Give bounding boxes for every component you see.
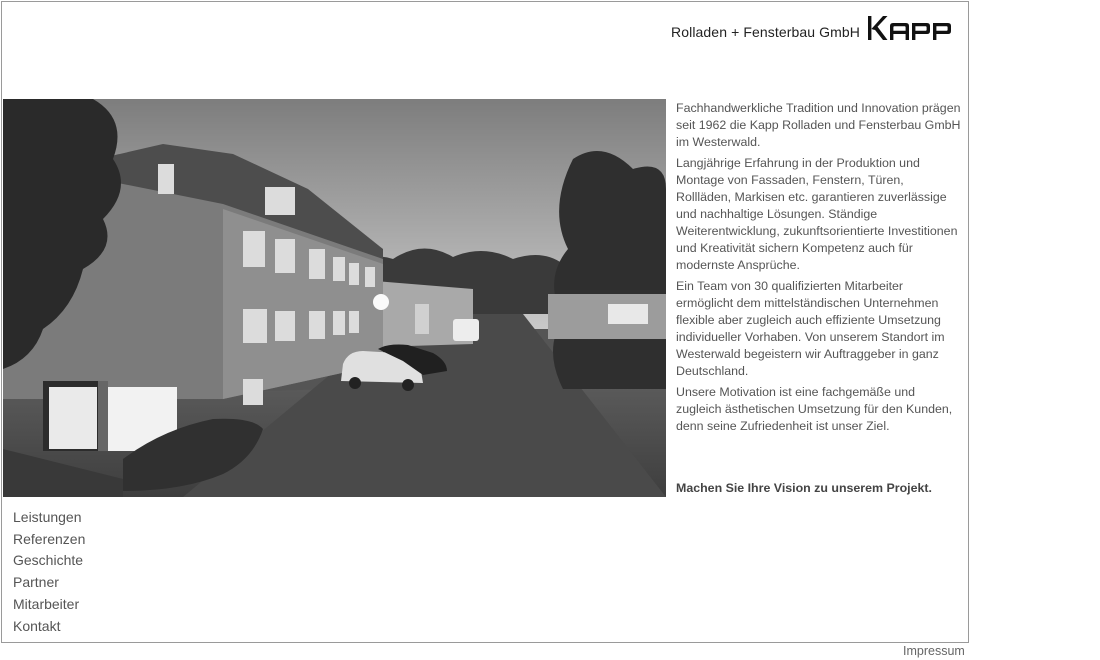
nav-item-geschichte[interactable]: Geschichte xyxy=(13,552,84,569)
intro-text xyxy=(676,100,962,439)
company-name: Rolladen + Fensterbau GmbH xyxy=(671,24,860,40)
page-frame xyxy=(1,1,969,643)
intro-paragraph: Unsere Motivation ist eine fachgemäße und zugleich ästhetischen Umsetzung für den Kunden, denn seine Zufriedenheit ist unser Ziel. xyxy=(676,385,953,433)
nav-item-kontakt[interactable]: Kontakt xyxy=(13,617,61,634)
tagline: Machen Sie Ihre Vision zu unserem Projekt. xyxy=(676,481,932,495)
hero-photo xyxy=(3,99,666,497)
main-nav xyxy=(13,507,85,637)
nav-item-leistungen[interactable]: Leistungen xyxy=(13,509,82,525)
impressum-link[interactable]: Impressum xyxy=(903,644,965,658)
intro-paragraph: Ein Team von 30 qualifizierten Mitarbeiter ermöglicht dem mittelständischen Unternehmen flexible aber zugleich auch effiziente Umsetzung individueller Vorhaben. Von unserem Standort im Westerwald begeistern wir Auftraggeber in ganz Deutschland. xyxy=(676,279,945,378)
intro-paragraph: Langjährige Erfahrung in der Produktion und Montage von Fassaden, Fenstern, Türen, Rollläden, Markisen etc. garantieren zuverlässige und nachhaltige Lösungen. Ständige Weiterentwicklung, zukunftsorientierte Investitionen und Kreativität sichern Kompetenz auch für modernste Ansprüche. xyxy=(676,156,958,272)
header-brand xyxy=(671,16,956,42)
intro-paragraph: Fachhandwerkliche Tradition und Innovation prägen seit 1962 die Kapp Rolladen und Fensterbau GmbH im Westerwald. xyxy=(676,101,961,149)
nav-item-referenzen[interactable]: Referenzen xyxy=(13,530,86,547)
kapp-logo[interactable] xyxy=(868,16,956,42)
nav-item-mitarbeiter[interactable]: Mitarbeiter xyxy=(13,595,80,612)
nav-item-partner[interactable]: Partner xyxy=(13,574,59,591)
